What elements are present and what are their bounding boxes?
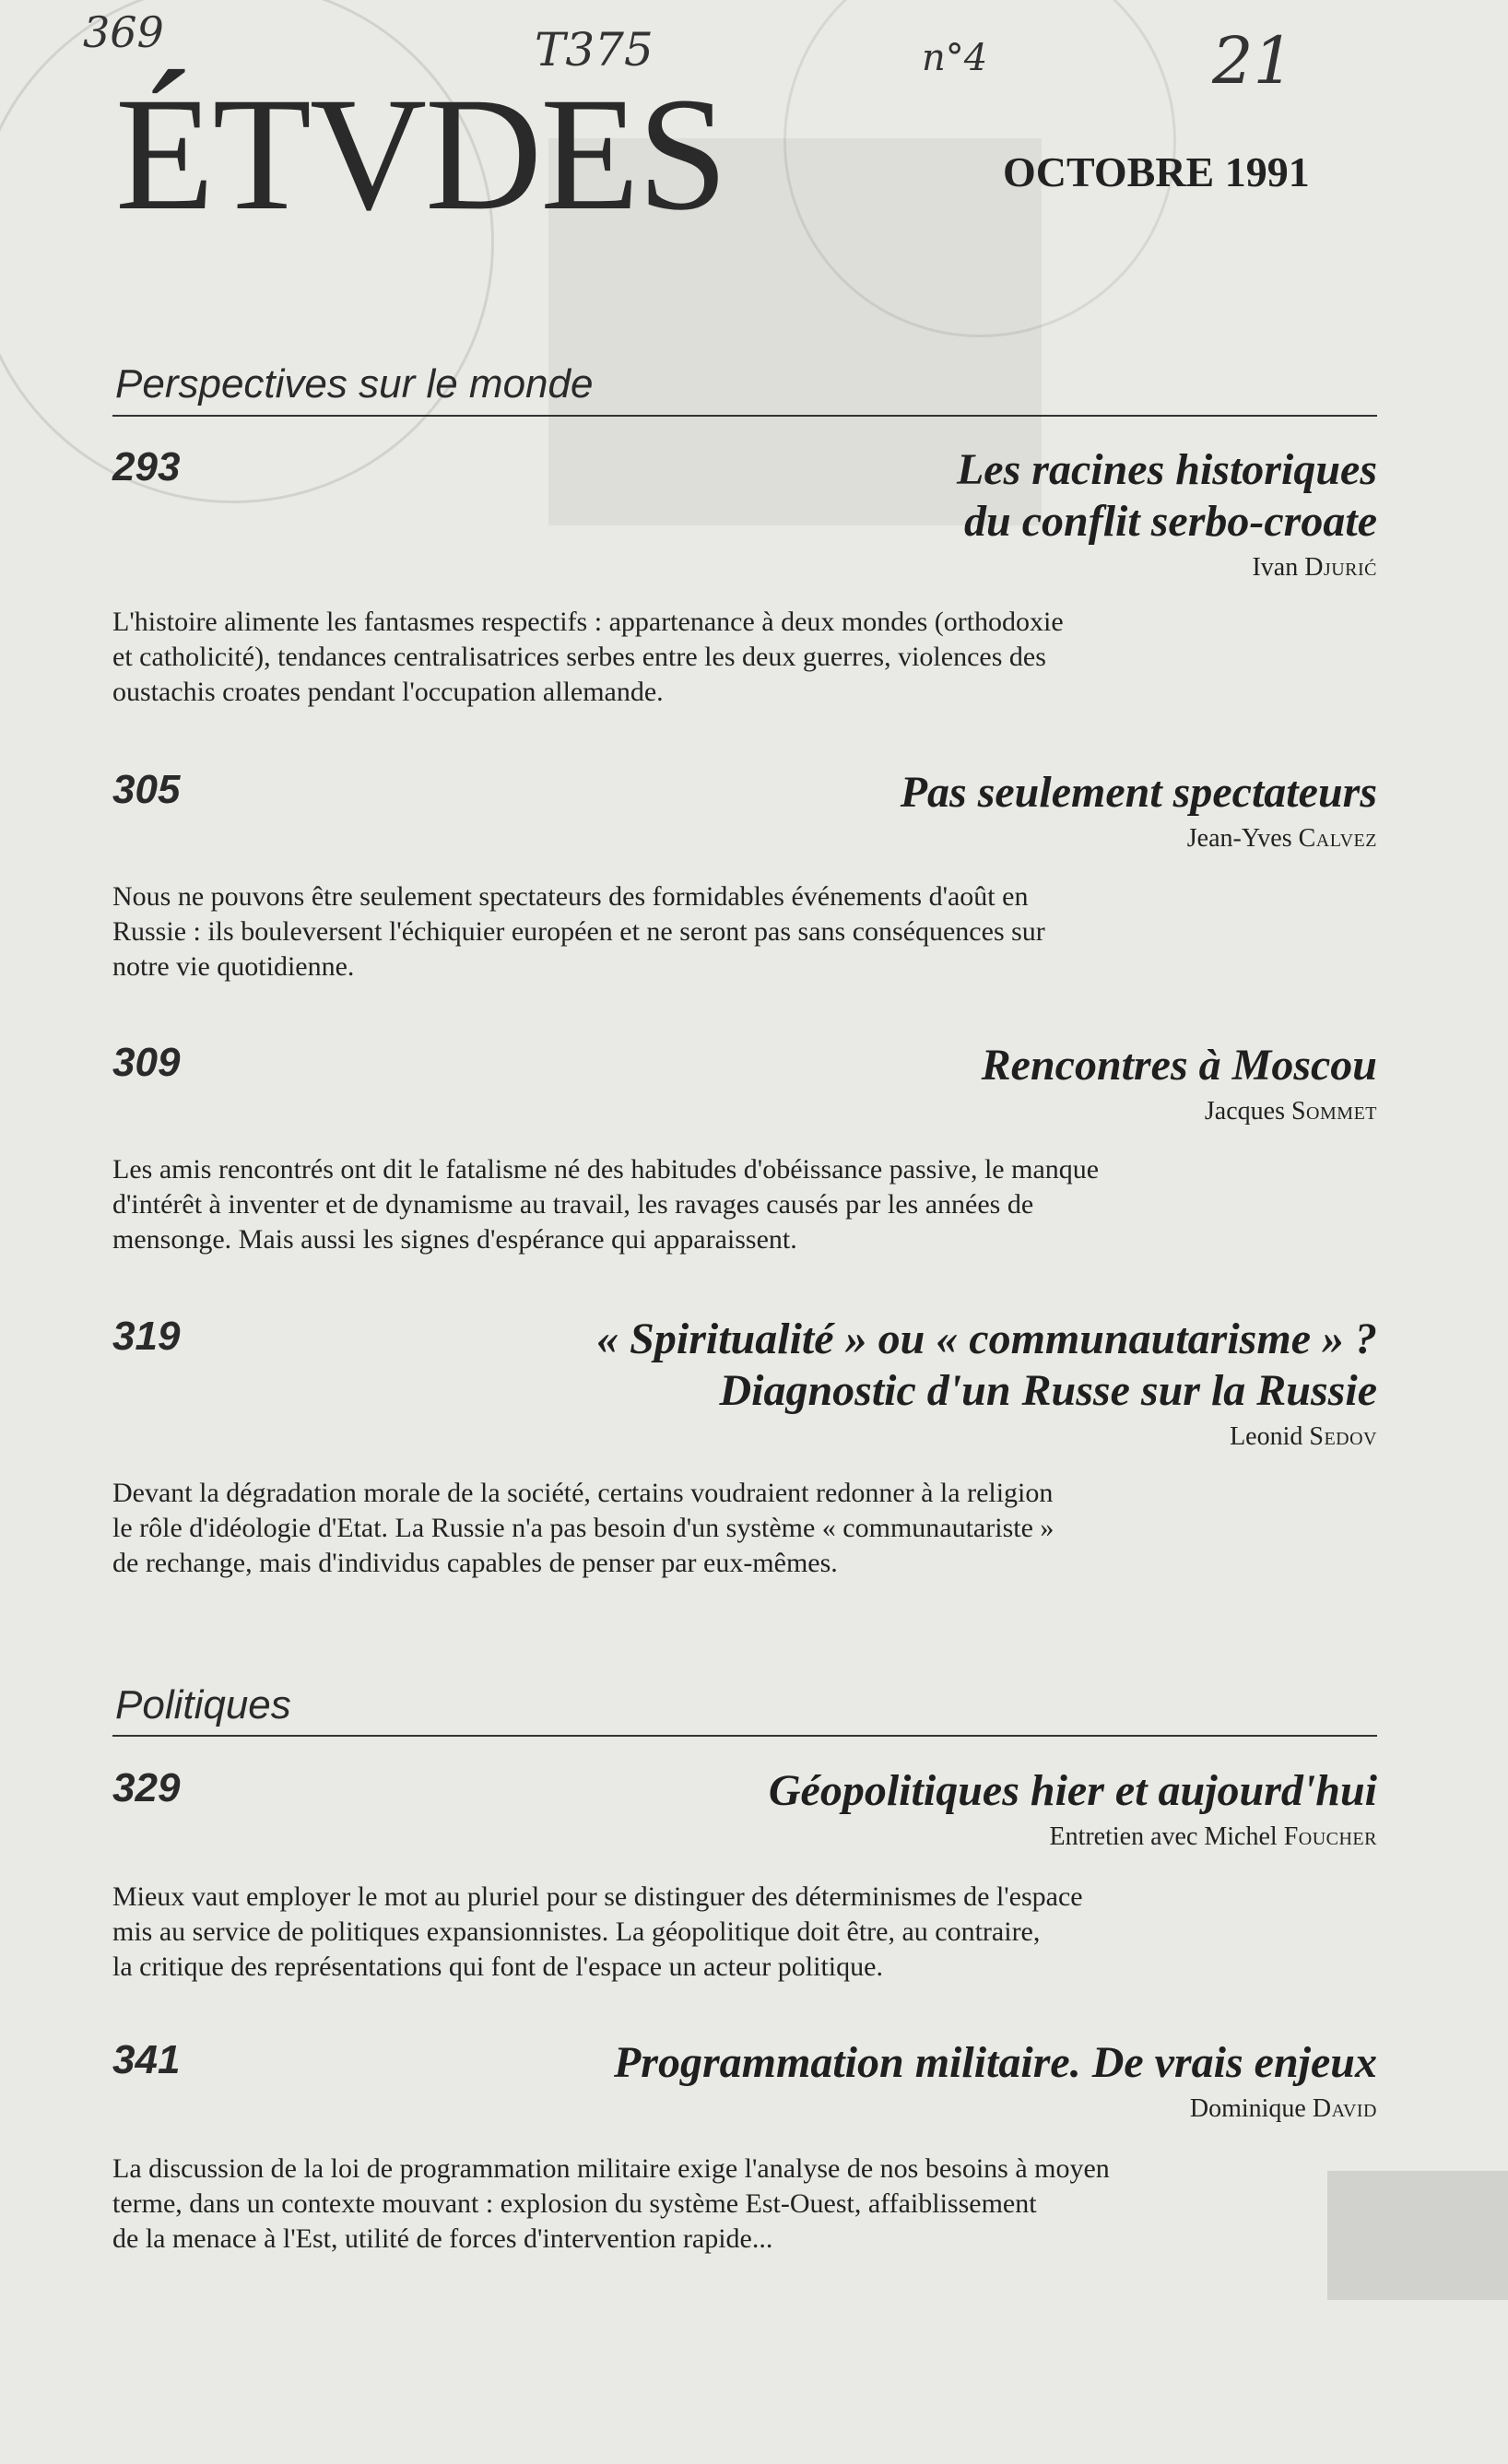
author-last-name: Sommet [1290,1097,1377,1126]
masthead-title: ÉTVDES [115,65,726,244]
article-title-line: du conflit serbo-croate [964,497,1377,546]
summary-line: de la menace à l'Est, utilité de forces d'intervention rapide... [112,2223,773,2254]
article-title[interactable] [901,767,1377,819]
page-number: 341 [112,2037,181,2082]
author-first-name: Jacques [1204,1097,1285,1126]
author-last-name: David [1312,2094,1377,2123]
page-number: 329 [112,1765,181,1810]
article-entry[interactable] [112,1040,1377,1270]
article-author [1252,553,1377,583]
article-author [1205,1097,1377,1126]
author-first-name: Jean-Yves [1186,824,1292,853]
author-last-name: Sedov [1309,1422,1377,1451]
article-summary [112,1476,1255,1581]
article-author [1049,1822,1377,1852]
article-title[interactable] [596,1314,1377,1417]
summary-line: La discussion de la loi de programmation militaire exige l'analyse de nos besoins à moyen [112,2153,1110,2184]
author-last-name: Calvez [1298,824,1377,853]
summary-line: notre vie quotidienne. [112,951,355,982]
section-title-perspectives: Perspectives sur le monde [115,361,594,407]
article-entry[interactable] [112,2037,1377,2268]
summary-line: mensonge. Mais aussi les signes d'espérance qui apparaissent. [112,1224,797,1255]
author-first-name: Leonid [1230,1422,1303,1451]
summary-line: terme, dans un contexte mouvant : explosion du système Est-Ouest, affaiblissement [112,2188,1037,2219]
summary-line: L'histoire alimente les fantasmes respectifs : appartenance à deux mondes (orthodoxie [112,607,1064,637]
article-summary [112,2152,1255,2257]
section-rule [112,1735,1377,1737]
summary-line: et catholicité), tendances centralisatrices serbes entre les deux guerres, violences des [112,642,1046,672]
author-first-name: Dominique [1189,2094,1306,2123]
section-title-politiques: Politiques [115,1682,291,1727]
summary-line: Nous ne pouvons être seulement spectateurs des formidables événements d'août en [112,881,1029,912]
issue-date: OCTOBRE 1991 [1003,148,1310,195]
article-entry[interactable] [112,444,1377,721]
article-title-line: Programmation militaire. De vrais enjeux [613,2038,1377,2087]
article-title-line: Pas seulement spectateurs [900,768,1377,817]
article-summary [112,605,1255,710]
summary-line: le rôle d'idéologie d'Etat. La Russie n'a pas besoin d'un système « communautariste » [112,1513,1054,1543]
article-entry[interactable] [112,767,1377,997]
article-title[interactable] [982,1040,1377,1091]
article-author [1190,2094,1377,2124]
summary-line: Les amis rencontrés ont dit le fatalisme né des habitudes d'obéissance passive, le manque [112,1154,1100,1185]
article-entry[interactable] [112,1765,1377,1996]
page-number: 319 [112,1314,181,1359]
article-title-line: Les racines historiques [956,445,1377,494]
page-number: 293 [112,444,181,489]
page-number: 305 [112,767,181,812]
page-number: 309 [112,1040,181,1085]
article-title[interactable] [614,2037,1377,2089]
summary-line: de rechange, mais d'individus capables de penser par eux-mêmes. [112,1548,838,1578]
article-title-line: Diagnostic d'un Russe sur la Russie [719,1366,1377,1415]
article-title[interactable] [769,1765,1377,1817]
article-author [1187,824,1377,854]
summary-line: Mieux vaut employer le mot au pluriel pour se distinguer des déterminismes de l'espace [112,1881,1083,1912]
summary-line: Devant la dégradation morale de la société, certains voudraient redonner à la religion [112,1478,1054,1508]
article-title[interactable] [957,444,1377,548]
handwritten-note-right: 21 [1212,23,1295,99]
summary-line: oustachis croates pendant l'occupation allemande. [112,677,664,707]
author-last-name: Foucher [1283,1822,1377,1851]
author-first-name: Ivan [1252,553,1299,582]
summary-line: d'intérêt à inventer et de dynamisme au travail, les ravages causés par les années de [112,1189,1034,1220]
section-rule [112,415,1377,417]
article-summary [112,1152,1255,1257]
article-summary [112,1880,1255,1985]
article-summary [112,879,1255,984]
article-title-line: Rencontres à Moscou [981,1041,1377,1090]
handwritten-note-left: 369 [83,7,164,57]
article-entry[interactable] [112,1314,1377,1590]
author-first-name: Entretien avec Michel [1049,1822,1278,1851]
article-title-line: Géopolitiques hier et aujourd'hui [768,1766,1377,1815]
article-author [1230,1422,1377,1452]
handwritten-issue-number: n°4 [922,37,988,79]
summary-line: Russie : ils bouleversent l'échiquier européen et ne seront pas sans conséquences sur [112,916,1045,947]
summary-line: mis au service de politiques expansionnistes. La géopolitique doit être, au contraire, [112,1916,1041,1947]
author-last-name: Djurić [1304,553,1377,582]
article-title-line: « Spiritualité » ou « communautarisme » ? [596,1315,1377,1363]
handwritten-note-center: T375 [535,23,654,77]
summary-line: la critique des représentations qui font de l'espace un acteur politique. [112,1951,883,1982]
